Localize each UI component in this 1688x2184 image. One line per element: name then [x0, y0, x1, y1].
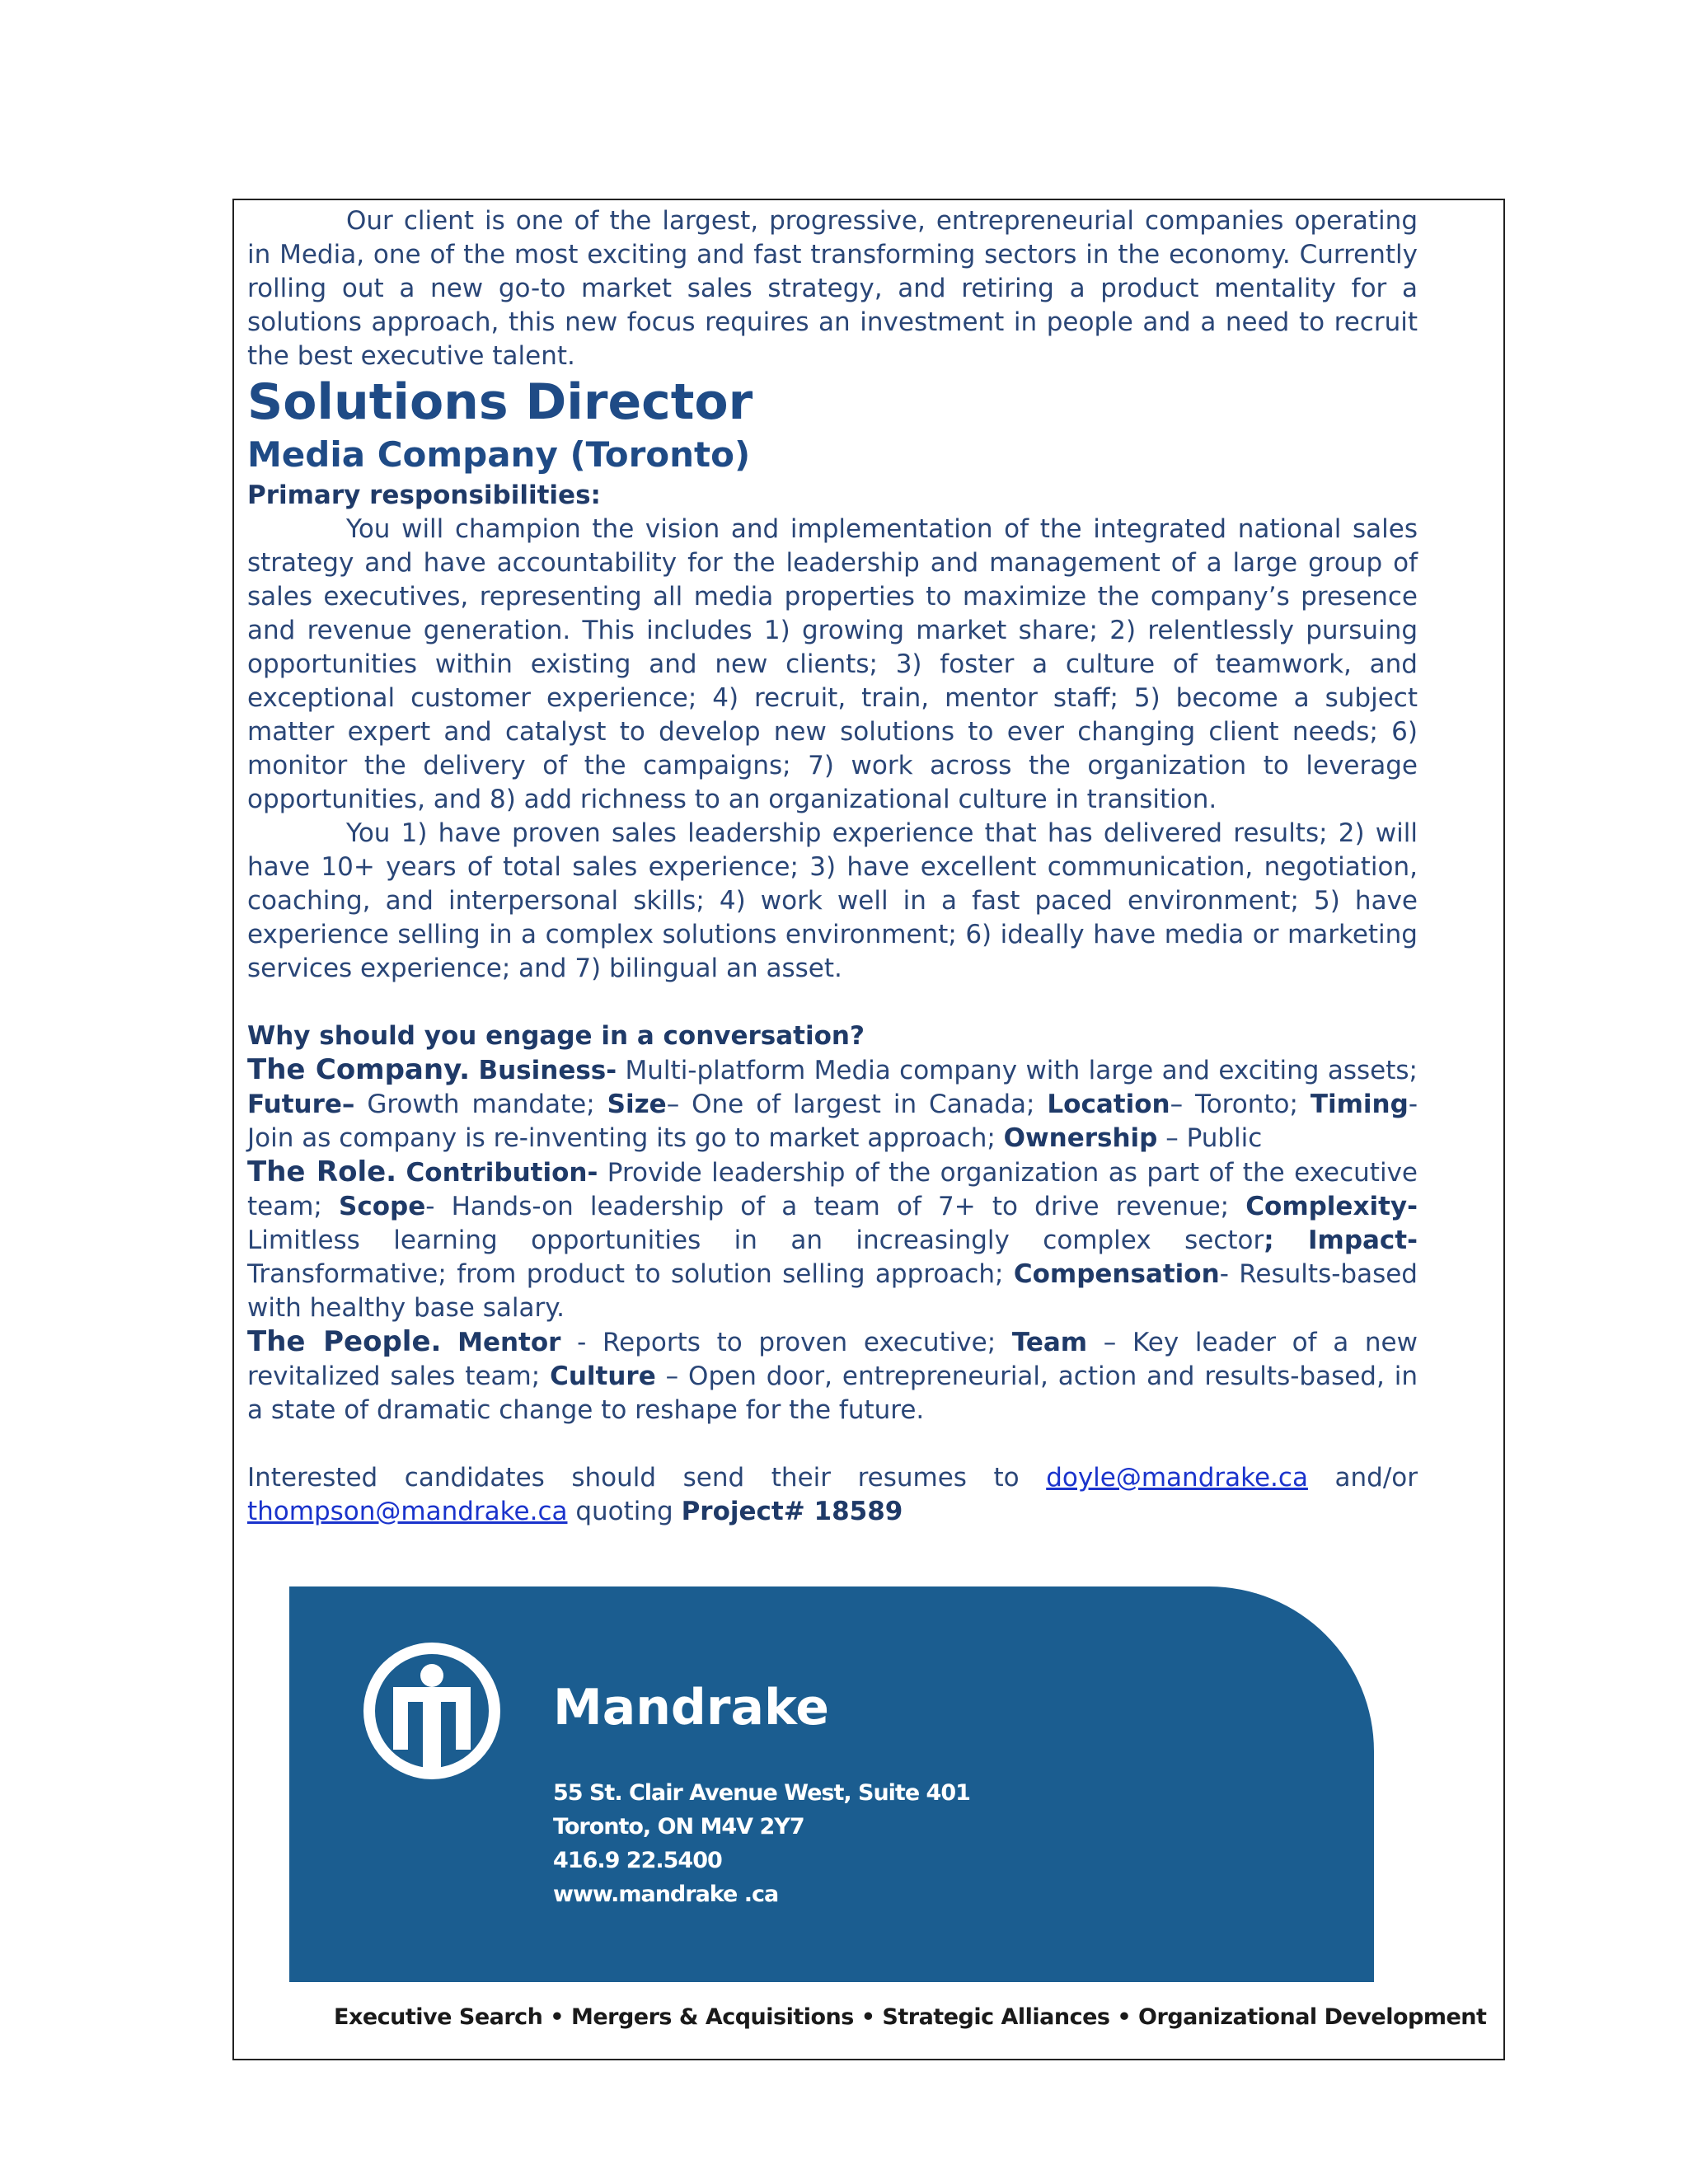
why-heading: Why should you engage in a conversation?: [247, 1021, 865, 1051]
location-label: Location: [1047, 1090, 1170, 1119]
size-label: Size: [607, 1090, 667, 1119]
job-posting: [247, 204, 1418, 1529]
intro-paragraph: Our client is one of the largest, progressive, entrepreneurial companies operating in Media, one of the most exciting and fast transforming sectors in the economy. Currently rolling out a new go-to market sales strategy, and retiring a product mentality for a solutions approach, this new focus requires an investment in people and a need to recruit the best executive talent.: [247, 206, 1418, 371]
role-paragraph: [247, 1155, 1418, 1325]
contact-prefix: Interested candidates should send their resumes to: [247, 1463, 1047, 1493]
job-subtitle: Media Company (Toronto): [247, 434, 751, 475]
timing-text: - Join as company is re-inventing its go to market approach;: [247, 1090, 1418, 1153]
address-line-1: 55 St. Clair Avenue West, Suite 401: [553, 1780, 970, 1806]
timing-label: Timing: [1310, 1090, 1409, 1119]
contribution-label: Contribution-: [406, 1158, 598, 1188]
people-paragraph: [247, 1325, 1418, 1427]
complexity-label: Complexity-: [1245, 1192, 1418, 1221]
address-block: [553, 1776, 970, 1911]
business-label: Business-: [478, 1056, 617, 1085]
phone-number: 416.9 22.5400: [553, 1848, 722, 1873]
company-label: The Company.: [247, 1053, 471, 1086]
job-title: Solutions Director: [247, 373, 753, 431]
mentor-label: Mentor: [457, 1328, 561, 1357]
ownership-text: – Public: [1157, 1123, 1263, 1153]
project-number: Project# 18589: [681, 1497, 903, 1526]
address-line-2: Toronto, ON M4V 2Y7: [553, 1814, 804, 1840]
team-text: – Key leader of a new revitalized sales team;: [247, 1328, 1418, 1391]
responsibilities-paragraph: You will champion the vision and implementation of the integrated national sales strategy and have accountability for the leadership and management of a large group of sales executives, representing all media properties to maximize the company’s presence and revenue generation. This includes 1) growing market share; 2) relentlessly pursuing opportunities within existing and new clients; 3) foster a culture of teamwork, and exceptional customer experience; 4) recruit, train, mentor staff; 5) become a subject matter expert and catalyst to develop new solutions to ever changing client needs; 6) monitor the delivery of the campaigns; 7) work across the organization to leverage opportunities, and 8) add richness to an organizational culture in transition.: [247, 514, 1418, 814]
business-text: Multi-platform Media company with large and exciting assets;: [617, 1056, 1418, 1085]
primary-responsibilities-heading: Primary responsibilities:: [247, 480, 601, 510]
scope-text: - Hands-on leadership of a team of 7+ to drive revenue;: [425, 1192, 1246, 1221]
impact-label: ; Impact-: [1264, 1226, 1418, 1255]
role-label: The Role.: [247, 1155, 397, 1188]
company-paragraph: [247, 1053, 1418, 1155]
mandrake-logo-icon: [362, 1641, 502, 1781]
future-text: Growth mandate;: [354, 1090, 607, 1119]
culture-text: – Open door, entrepreneurial, action and results-based, in a state of dramatic change to reshape for the future.: [247, 1361, 1418, 1425]
mentor-text: - Reports to proven executive;: [560, 1328, 1012, 1357]
services-tagline: Executive Search • Mergers & Acquisitions • Strategic Alliances • Organizational Development: [334, 2004, 1487, 2030]
contact-paragraph: [247, 1461, 1418, 1529]
impact-text: Transformative; from product to solution selling approach;: [247, 1259, 1014, 1289]
contribution-text: Provide leadership of the organization as part of the executive team;: [247, 1158, 1418, 1221]
size-text: – One of largest in Canada;: [666, 1090, 1048, 1119]
website: www.mandrake .ca: [553, 1882, 779, 1907]
complexity-text: Limitless learning opportunities in an increasingly complex sector: [247, 1226, 1264, 1255]
brand-name: Mandrake: [553, 1679, 829, 1736]
email-link-thompson[interactable]: thompson@mandrake.ca: [247, 1497, 568, 1526]
email-link-doyle[interactable]: doyle@mandrake.ca: [1046, 1463, 1308, 1493]
contact-middle: and/or: [1307, 1463, 1418, 1493]
team-label: Team: [1011, 1328, 1088, 1357]
mandrake-banner: [289, 1586, 1374, 1982]
scope-label: Scope: [339, 1192, 426, 1221]
location-text: – Toronto;: [1170, 1090, 1311, 1119]
contact-quoting: quoting: [567, 1497, 682, 1526]
compensation-label: Compensation: [1013, 1259, 1220, 1289]
future-label: Future–: [247, 1090, 355, 1119]
ownership-label: Ownership: [1003, 1123, 1158, 1153]
people-label: The People.: [247, 1325, 442, 1358]
culture-label: Culture: [550, 1361, 656, 1391]
compensation-text: - Results-based with healthy base salary.: [247, 1259, 1418, 1323]
qualifications-paragraph: You 1) have proven sales leadership experience that has delivered results; 2) will have 10+ years of total sales experience; 3) have excellent communication, negotiation, coaching, and interpersonal skills; 4) work well in a fast paced environment; 5) have experience selling in a complex solutions environment; 6) ideally have media or marketing services experience; and 7) bilingual an asset.: [247, 818, 1418, 983]
